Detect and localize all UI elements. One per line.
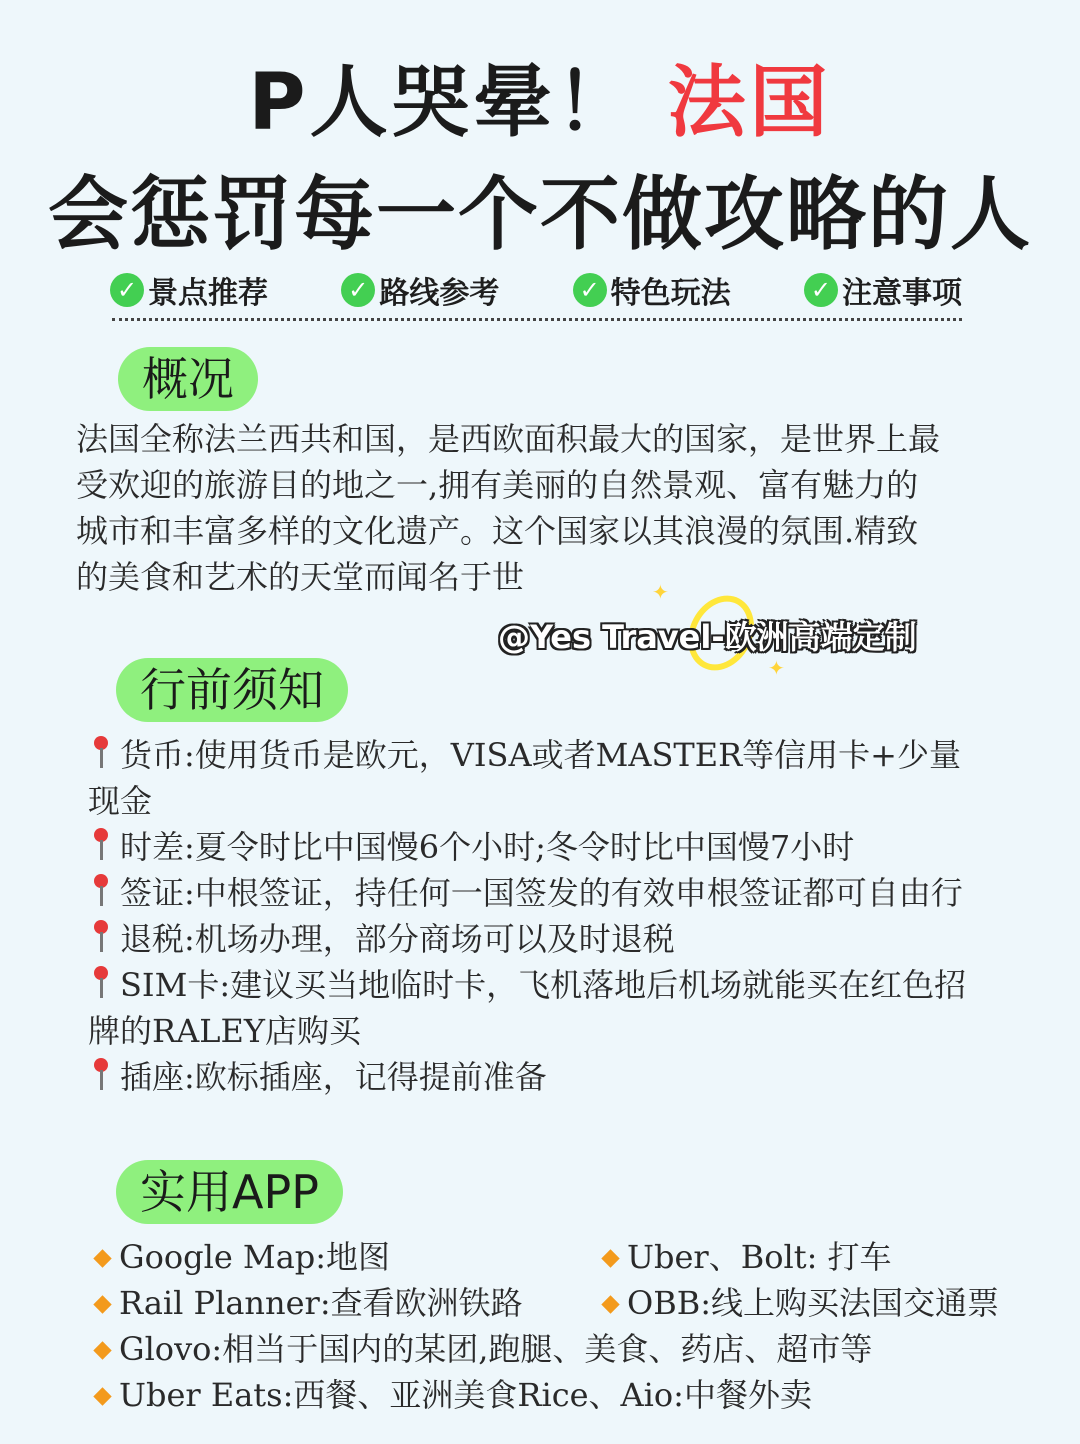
watermark: @Yes Travel-欧洲高端定制 (498, 618, 917, 656)
list-item (88, 732, 1008, 778)
tips-list (88, 732, 1008, 1100)
title-accent: 法国 (667, 58, 832, 148)
page-title-line1 (0, 40, 1080, 152)
tip-text: 插座:欧标插座，记得提前准备 (120, 1058, 547, 1096)
tip-text: 签证:中根签证，持任何一国签发的有效申根签证都可自由行 (120, 874, 963, 912)
overview-paragraph (76, 416, 996, 600)
check-icon: ✓ (341, 273, 375, 307)
list-item (88, 824, 1008, 870)
pin-icon (88, 962, 114, 1002)
app-item (92, 1326, 872, 1372)
tip-text: 现金 (88, 782, 153, 820)
tip-text: 牌的RALEY店购买 (88, 1012, 361, 1050)
title-part1: P人哭晕！ (248, 58, 638, 148)
tag-item (110, 268, 268, 312)
app-item (600, 1234, 892, 1280)
overview-line: 法国全称法兰西共和国，是西欧面积最大的国家，是世界上最 (76, 420, 941, 458)
tip-text: 退税:机场办理，部分商场可以及时退税 (120, 920, 675, 958)
diamond-bullet-icon (601, 1249, 619, 1267)
diamond-bullet-icon (601, 1295, 619, 1313)
list-item (88, 962, 1008, 1008)
list-item-continuation (88, 1008, 1008, 1054)
list-item (88, 1054, 1008, 1100)
tag-label: 注意事项 (841, 276, 962, 311)
page-title-line2: 会惩罚每一个不做攻略的人 (48, 168, 1032, 261)
check-icon: ✓ (110, 273, 144, 307)
diamond-bullet-icon (93, 1249, 111, 1267)
overview-line: 城市和丰富多样的文化遗产。这个国家以其浪漫的氛围.精致 (76, 512, 919, 550)
app-item (92, 1234, 600, 1280)
overview-line: 受欢迎的旅游目的地之一,拥有美丽的自然景观、富有魅力的 (76, 466, 919, 504)
check-icon: ✓ (804, 273, 838, 307)
app-row (92, 1280, 1032, 1326)
pin-icon (88, 824, 114, 864)
tag-item (573, 268, 731, 312)
tag-item (804, 268, 962, 312)
app-row (92, 1326, 1032, 1372)
tip-text: 货币:使用货币是欧元，VISA或者MASTER等信用卡+少量 (120, 736, 961, 774)
section-heading-apps: 实用APP (116, 1160, 343, 1224)
list-item (88, 870, 1008, 916)
section-heading-overview: 概况 (118, 347, 258, 411)
app-item (92, 1372, 812, 1418)
tag-label: 特色玩法 (610, 276, 731, 311)
app-item (600, 1280, 999, 1326)
sparkle-icon: ✦ (768, 656, 785, 680)
list-item-continuation (88, 778, 1008, 824)
app-row (92, 1372, 1032, 1418)
diamond-bullet-icon (93, 1341, 111, 1359)
app-text: Uber Eats:西餐、亚洲美食Rice、Aio:中餐外卖 (119, 1376, 812, 1414)
app-text: Rail Planner:查看欧洲铁路 (119, 1284, 523, 1322)
app-item (92, 1280, 600, 1326)
pin-icon (88, 916, 114, 956)
tag-item (341, 268, 499, 312)
check-icon: ✓ (573, 273, 607, 307)
dotted-divider (112, 318, 962, 321)
app-text: Uber、Bolt: 打车 (627, 1238, 892, 1276)
section-heading-tips: 行前须知 (116, 658, 348, 722)
pin-icon (88, 1054, 114, 1094)
tag-label: 路线参考 (379, 276, 500, 311)
pin-icon (88, 732, 114, 772)
apps-list (92, 1234, 1032, 1418)
diamond-bullet-icon (93, 1295, 111, 1313)
overview-line: 的美食和艺术的天堂而闻名于世 (76, 558, 525, 596)
app-text: Glovo:相当于国内的某团,跑腿、美食、药店、超市等 (119, 1330, 873, 1368)
app-text: Google Map:地图 (119, 1238, 391, 1276)
sparkle-icon: ✦ (652, 580, 669, 604)
tag-bar (110, 268, 962, 312)
tag-label: 景点推荐 (148, 276, 268, 311)
tip-text: 时差:夏令时比中国慢6个小时;冬令时比中国慢7小时 (120, 828, 855, 866)
tip-text: SIM卡:建议买当地临时卡，飞机落地后机场就能买在红色招 (120, 966, 967, 1004)
diamond-bullet-icon (93, 1387, 111, 1405)
app-row (92, 1234, 1032, 1280)
list-item (88, 916, 1008, 962)
pin-icon (88, 870, 114, 910)
app-text: OBB:线上购买法国交通票 (627, 1284, 1000, 1322)
